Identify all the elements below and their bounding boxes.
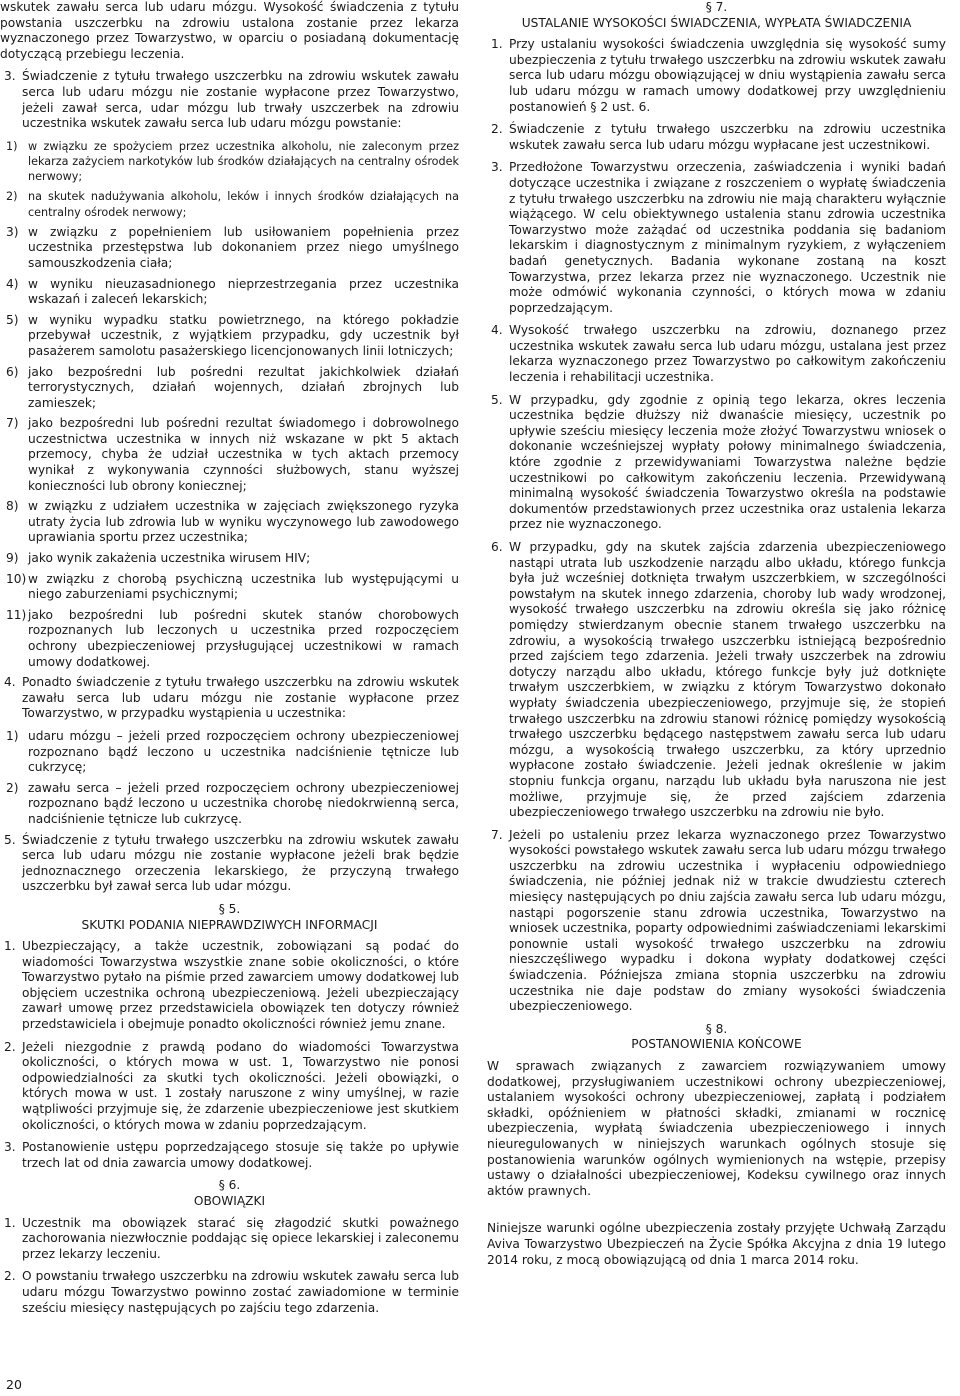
spacer: [487, 1209, 946, 1221]
list-item: [0, 608, 459, 670]
clause-text: Świadczenie z tytułu trwałego uszczerbku na zdrowiu wskutek zawału serca lub udaru mózgu nie zostanie wypłacone przez Towarzystwo, jeżeli zawał serca, udar mózgu lub trwały uszczerbek na zdrowiu uczestnika wskutek zawału serca lub udaru mózgu powstanie:: [22, 69, 459, 131]
list-item: [0, 189, 459, 219]
left-column: [0, 0, 459, 1323]
final-provisions-paragraph: W sprawach związanych z zawarciem rozwiązywaniem umowy dodatkowej, przysługiwaniem uczestnikowi ochrony ubezpieczeniowej, ustalaniem wysokości ochrony ubezpieczeniowej, zapłatą i podziałem składki, opóźnieniem w płatności składki, zmianami w rocznicę ubezpieczenia, wypłatą świadczenia ubezpieczeniowego i innych nieuregulowanych w niniejszych warunkach ogólnych stosuje się postanowienia warunków ogólnych wymienionych na wstępie, przepisy ustawy o działalności ubezpieczeniowej, Kodeksu cywilnego oraz innych aktów prawnych.: [487, 1059, 946, 1198]
section-6-heading: [0, 1178, 459, 1209]
section-8-heading: [487, 1022, 946, 1053]
clause-text: Przedłożone Towarzystwu orzeczenia, zaświadczenia i wyniki badań dotyczące uczestnika i związane z roszczeniem o wypłatę świadczenia z tytułu trwałego uszczerbku na zdrowiu nie mają charakteru wyłącznie wiążącego. W celu obiektywnego ustalenia stanu zdrowia uczestnika Towarzystwo może zażądać od uczestnika poddania się badaniom lekarskim i diagnostycznym z minimalnym ryzykiem, z wyłączeniem badań genetycznych. Badania wykonane zostaną na koszt Towarzystwa, przez lekarza przez nie wyznaczonego. Uczestnik nie może odmówić wykonania czynności, o których mowa w zdaniu poprzedzającym.: [509, 160, 946, 315]
list-item-number: 2): [6, 190, 18, 204]
clause: [0, 1216, 459, 1263]
list-item-number: 7): [6, 416, 19, 431]
clause-number: 5.: [491, 392, 503, 407]
clause-number: 2.: [4, 1039, 16, 1054]
list-item-number: 1): [6, 139, 18, 153]
list-item-number: 1): [6, 728, 19, 743]
clause-number: 1.: [4, 1215, 16, 1230]
list-item: [0, 416, 459, 494]
clause-number: 1.: [4, 939, 16, 954]
clause: [0, 1269, 459, 1316]
list-item-number: 8): [6, 499, 19, 514]
list-item-number: 11): [6, 607, 27, 622]
list-item-text: na skutek nadużywania alkoholu, leków i innych środków działających na centralny ośrodek nerwowy;: [28, 190, 459, 219]
intro-paragraph: wskutek zawału serca lub udaru mózgu. Wysokość świadczenia z tytułu powstania uszczerbku na zdrowiu ustalona zostanie przez lekarza wyznaczonego przez Towarzystwo, w oparciu o posiadaną dokumentację dotyczącą przebiegu leczenia.: [0, 0, 459, 61]
list-item-number: 3): [6, 224, 19, 239]
clause-number: 2.: [491, 122, 503, 137]
clause: [487, 828, 946, 1015]
list-item-text: jako bezpośredni lub pośredni rezultat świadomego i dobrowolnego uczestnictwa uczestnika w innych niż wskazane w pkt 5 aktach przemocy, chyba że udział uczestnika w tych aktach przemocy wynikał z wykonywania czynności służbowych, stanu wyższej konieczności lub obrony koniecznej;: [28, 416, 459, 493]
section-title: OBOWIĄZKI: [193, 1194, 266, 1209]
clause: [487, 122, 946, 153]
list-item-text: jako bezpośredni lub pośredni rezultat jakichkolwiek działań terrorystycznych, działań wojennych, działań zbrojnych lub zamieszek;: [28, 364, 459, 410]
clause-text: W przypadku, gdy zgodnie z opinią tego lekarza, okres leczenia uczestnika będzie dłuższy niż dwanaście miesięcy, uczestnik po upływie sześciu miesięcy leczenia może złożyć Towarzystwu wniosek o dokonanie wcześniejszej wypłaty połowy minimalnego świadczenia, które zgodnie z przewidywaniami Towarzystwa należne będzie uczestnikowi po całkowitym zakończeniu leczenia. Przewidywaną minimalną wysokość świadczenia Towarzystwo określa na podstawie dokumentów przedstawionych przez uczestnika oraz ustalenia lekarza przez nie wyznaczonego.: [509, 392, 946, 532]
list-item: [0, 729, 459, 776]
exclusions-list: [0, 139, 459, 670]
clause-text: W przypadku, gdy na skutek zajścia zdarzenia ubezpieczeniowego nastąpi utrata lub uszkodzenie narządu albo układu, którego funkcja była już wcześniej dotknięta trwałym uszczerbkiem, w szczególności powstałym na skutek innego zdarzenia, choroby lub wady wrodzonej, wysokość trwałego uszczerbku na zdrowiu określa się jako różnicę pomiędzy stwierdzanym obecnie stanem trwałego uszczerbku na zdrowiu, a wysokością trwałego uszczerbku istniejącą bezpośrednio przed zajściem tego zdarzenia. Jeżeli trwały uszczerbek na zdrowiu dotyczy narządu albo układu, którego funkcje były już dotknięte trwałym uszczerbkiem, w związku z którym Towarzystwo dokonało wypłaty świadczenia ubezpieczeniowego, przyjmuje się, że stopień trwałego uszczerbku na zdrowiu stanowi różnicę pomiędzy wysokością trwałego uszczerbku będącego następstwem zawału serca lub udaru mózgu, a wysokością trwałego uszczerbku, za który uprzednio wypłacone zostało świadczenie. Jeżeli jednak określenie w jakim stopniu funkcja organu, narządu lub układu była naruszona nie jest możliwe, przyjmuje się, że przed zajściem zdarzenia ubezpieczeniowego trwałego uszczerbku na zdrowiu nie było.: [509, 540, 946, 820]
list-item-text: w wyniku nieuzasadnionego nieprzestrzegania przez uczestnika wskazań i zaleceń lekarskich;: [28, 276, 459, 307]
clause: [487, 37, 946, 115]
list-item-number: 10): [6, 571, 27, 586]
clause: [487, 540, 946, 821]
list-item: [0, 551, 459, 567]
section-symbol: § 5.: [218, 901, 241, 916]
list-item: [0, 139, 459, 185]
clause-text: Jeżeli niezgodnie z prawdą podano do wiadomości Towarzystwa okoliczności, o których mowa w ust. 1, Towarzystwo nie ponosi odpowiedzialności za skutki tych okoliczności. Jeżeli obowiązki, o których mowa w ust. 1 zostały naruszone z winy umyślnej, w razie wątpliwości przyjmuje się, że zdarzenie ubezpieczeniowe jest skutkiem okoliczności, o których mowa w zdaniu poprzedzającym.: [22, 1039, 459, 1132]
clause-text: Przy ustalaniu wysokości świadczenia uwzględnia się wysokość sumy ubezpieczenia z tytułu trwałego uszczerbku na zdrowiu wskutek zawału serca lub udaru mózgu obowiązującej w dniu wystąpienia zawału serca lub udaru mózgu w ramach umowy dodatkowej przy uwzględnieniu postanowień § 2 ust. 6.: [509, 37, 946, 114]
list-item-number: 9): [6, 551, 19, 566]
clause-text: Jeżeli po ustaleniu przez lekarza wyznaczonego przez Towarzystwo wysokości powstałego wskutek zawału serca lub udaru mózgu trwałego uszczerbku na zdrowiu uczestnika i wypłaceniu odpowiedniego świadczenia, nie później jednak niż w trakcie dwudziestu czterech miesięcy następujących po dniu zajścia zawału serca lub udaru mózgu, nastąpi pogorszenie stanu zdrowia uczestnika, Towarzystwo na wniosek uczestnika, poparty odpowiednimi zaświadczeniami lekarskimi ponownie ustali wysokość trwałego uszczerbku na zdrowiu nieszczęśliwego wypadku i dokona wypłaty dodatkowej części świadczenia. Późniejsza zmiana stopnia uszczerbku na zdrowiu uczestnika nie daje podstaw do zmiany wysokości świadczenia ubezpieczeniowego.: [509, 827, 946, 1014]
section-title: USTALANIE WYSOKOŚCI ŚWIADCZENIA, WYPŁATA ŚWIADCZENIA: [521, 15, 912, 30]
clause-text: Uczestnik ma obowiązek starać się złagodzić skutki poważnego zachorowania niezwłocznie poddając się opiece lekarskiej i zaleconemu przez lekarzy leczeniu.: [22, 1215, 459, 1261]
list-item: [0, 365, 459, 412]
clause: [0, 939, 459, 1033]
section-symbol: § 7.: [705, 0, 728, 14]
list-item: [0, 781, 459, 828]
list-item-number: 2): [6, 780, 19, 795]
clause-text: Ubezpieczający, a także uczestnik, zobowiązani są podać do wiadomości Towarzystwa wszystkie znane sobie okoliczności, o które Towarzystwo pytało na piśmie przed zawarciem umowy dodatkowej lub objęciem uczestnika ochroną ubezpieczeniową. Jeżeli ubezpieczający zawarł umowę przez przedstawiciela obowiązek ten dotyczy również przedstawiciela i obejmuje ponadto okoliczności również jemu znane.: [22, 939, 459, 1032]
right-column: [487, 0, 946, 1278]
list-item-text: w wyniku wypadku statku powietrznego, na którego pokładzie przebywał uczestnik, z wyjątkiem przypadku, gdy uczestnik był pasażerem samolotu pasażerskiego licencjonowanych linii lotniczych;: [28, 312, 459, 358]
clause-number: 4.: [4, 675, 16, 690]
list-item-text: w związku z chorobą psychiczną uczestnika lub występującymi u niego zaburzeniami psychicznymi;: [28, 571, 459, 602]
clause: [0, 1140, 459, 1171]
list-item-text: jako bezpośredni lub pośredni skutek stanów chorobowych rozpoznanych lub leczonych u uczestnika przed rozpoczęciem ochrony ubezpieczeniowej przysługującej uczestnikowi w ramach umowy dodatkowej.: [28, 607, 459, 669]
list-item: [0, 313, 459, 360]
clause-text: Świadczenie z tytułu trwałego uszczerbku na zdrowiu uczestnika wskutek zawału serca lub udaru mózgu wypłacane jest uczestnikowi.: [509, 122, 946, 152]
list-item: [0, 277, 459, 308]
clause: [487, 323, 946, 385]
clause-number: 6.: [491, 540, 503, 554]
clause-text: Wysokość trwałego uszczerbku na zdrowiu, doznanego przez uczestnika wskutek zawału serca lub udaru mózgu, ustalana jest przez lekarza wyznaczonego przez Towarzystwo po całkowitym zakończeniu leczenia i rehabilitacji uczestnika.: [509, 323, 946, 385]
clause-number: 3.: [4, 1140, 16, 1155]
section-7-heading: [487, 0, 946, 31]
list-item-text: w związku z udziałem uczestnika w zajęciach zwiększonego ryzyka utraty życia lub zdrowia lub w wyniku wyczynowego lub zawodowego uprawiania sportu przez uczestnika;: [28, 499, 459, 545]
clause-number: 7.: [491, 827, 503, 842]
clause-number: 4.: [491, 323, 503, 338]
list-item: [0, 572, 459, 603]
list-item-number: 5): [6, 312, 19, 327]
clause-5: [0, 833, 459, 895]
clause-number: 5.: [4, 832, 16, 847]
section-title: SKUTKI PODANIA NIEPRAWDZIWYCH INFORMACJI: [81, 917, 378, 932]
clause: [0, 1040, 459, 1134]
list-item-number: 4): [6, 276, 19, 291]
clause-text: Świadczenie z tytułu trwałego uszczerbku na zdrowiu wskutek zawału serca lub udaru mózgu nie zostanie wypłacone jeżeli brak będzie jednoznacznego orzeczenia lekarskiego, że przyczyną trwałego uszczerbku był zawał serca lub udar mózgu.: [22, 832, 459, 894]
clause-number: 3.: [4, 69, 16, 84]
clause-text: O powstaniu trwałego uszczerbku na zdrowiu wskutek zawału serca lub udaru mózgu Towarzystwo powinno zostać zawiadomione w terminie sześciu miesięcy następujących po zajściu tego zdarzenia.: [22, 1269, 459, 1315]
list-item-text: w związku ze spożyciem przez uczestnika alkoholu, nie zaleconym przez lekarza zażyciem narkotyków lub środków działających na centralny ośrodek nerwowy;: [28, 139, 459, 184]
clause-number: 1.: [491, 37, 503, 52]
section-symbol: § 6.: [218, 1178, 241, 1193]
list-item-text: jako wynik zakażenia uczestnika wirusem HIV;: [28, 551, 311, 566]
clause-number: 2.: [4, 1269, 16, 1284]
section-title: POSTANOWIENIA KOŃCOWE: [631, 1037, 802, 1052]
list-item-text: zawału serca – jeżeli przed rozpoczęciem ochrony ubezpieczeniowej rozpoznano bądź leczono u uczestnika chorobę niedokrwienną serca, nadciśnienie tętnicze lub cukrzycę.: [28, 780, 459, 826]
clause: [487, 160, 946, 316]
list-item-text: udaru mózgu – jeżeli przed rozpoczęciem ochrony ubezpieczeniowej rozpoznano bądź leczono u uczestnika nadciśnienie tętnicze lub cukrzycę;: [28, 728, 459, 775]
section-symbol: § 8.: [705, 1021, 728, 1036]
adoption-paragraph: Niniejsze warunki ogólne ubezpieczenia zostały przyjęte Uchwałą Zarządu Aviva Towarzystwo Ubezpieczeń na Życie Spółka Akcyjna z dnia 19 lutego 2014 roku, z mocą obowiązującą od dnia 1 marca 2014 roku.: [487, 1221, 946, 1267]
clause-text: Postanowienie ustępu poprzedzającego stosuje się także po upływie trzech lat od dnia zawarcia umowy dodatkowej.: [22, 1140, 459, 1170]
page-number: 20: [6, 1377, 22, 1392]
clause-4: [0, 675, 459, 722]
clause-text: Ponadto świadczenie z tytułu trwałego uszczerbku na zdrowiu wskutek zawału serca lub udaru mózgu nie zostanie wypłacone przez Towarzystwo, w przypadku wystąpienia u uczestnika:: [22, 675, 459, 721]
list-item-text: w związku z popełnieniem lub usiłowaniem popełnienia przez uczestnika przestępstwa lub dokonaniem przez niego umyślnego samouszkodzenia ciała;: [28, 224, 459, 270]
section-5-heading: [0, 902, 459, 933]
clause-3: [0, 69, 459, 131]
list-item: [0, 499, 459, 546]
clause: [487, 393, 946, 533]
clause-number: 3.: [491, 160, 503, 175]
list-item-number: 6): [6, 364, 19, 379]
list-item: [0, 225, 459, 272]
